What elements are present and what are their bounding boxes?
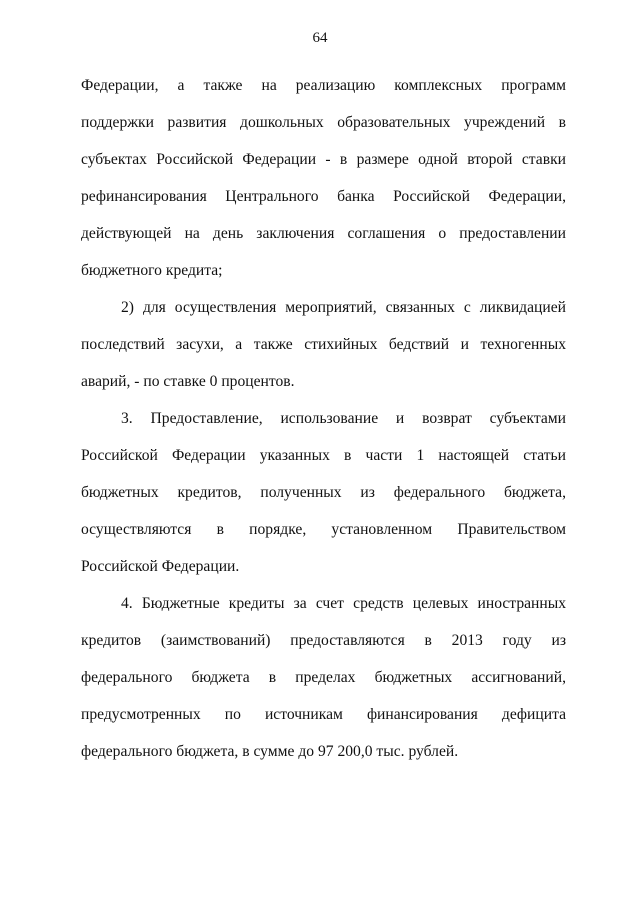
text-line: Федерации, а также на реализацию комплексных программ [81, 77, 566, 94]
text-line: бюджетного кредита; [81, 262, 223, 279]
paragraph-part-4 [81, 585, 566, 770]
text-line: действующей на день заключения соглашения о предоставлении [81, 225, 566, 242]
text-line: рефинансирования Центрального банка Российской Федерации, [81, 188, 566, 205]
paragraph-part-3 [81, 400, 566, 585]
text-line: осуществляются в порядке, установленном Правительством [81, 521, 566, 538]
document-body [81, 67, 566, 770]
text-line: федерального бюджета, в сумме до 97 200,0 тыс. рублей. [81, 743, 459, 760]
text-line: Российской Федерации указанных в части 1 настоящей статьи [81, 447, 566, 464]
text-line: Российской Федерации. [81, 558, 240, 575]
text-line: предусмотренных по источникам финансирования дефицита [81, 706, 566, 723]
text-line: аварий, - по ставке 0 процентов. [81, 373, 295, 390]
text-line: кредитов (заимствований) предоставляются в 2013 году из [81, 632, 566, 649]
text-line: последствий засухи, а также стихийных бедствий и техногенных [81, 336, 566, 353]
page-number: 64 [312, 30, 328, 46]
text-line: федерального бюджета в пределах бюджетных ассигнований, [81, 669, 566, 686]
paragraph-item-2 [81, 289, 566, 400]
text-line: 4. Бюджетные кредиты за счет средств целевых иностранных [121, 595, 566, 612]
text-line: субъектах Российской Федерации - в размере одной второй ставки [81, 151, 566, 168]
paragraph-continuation [81, 67, 566, 289]
text-line: поддержки развития дошкольных образовательных учреждений в [81, 114, 566, 131]
text-line: 3. Предоставление, использование и возврат субъектами [121, 410, 566, 427]
text-line: 2) для осуществления мероприятий, связанных с ликвидацией [121, 299, 566, 316]
text-line: бюджетных кредитов, полученных из федерального бюджета, [81, 484, 566, 501]
